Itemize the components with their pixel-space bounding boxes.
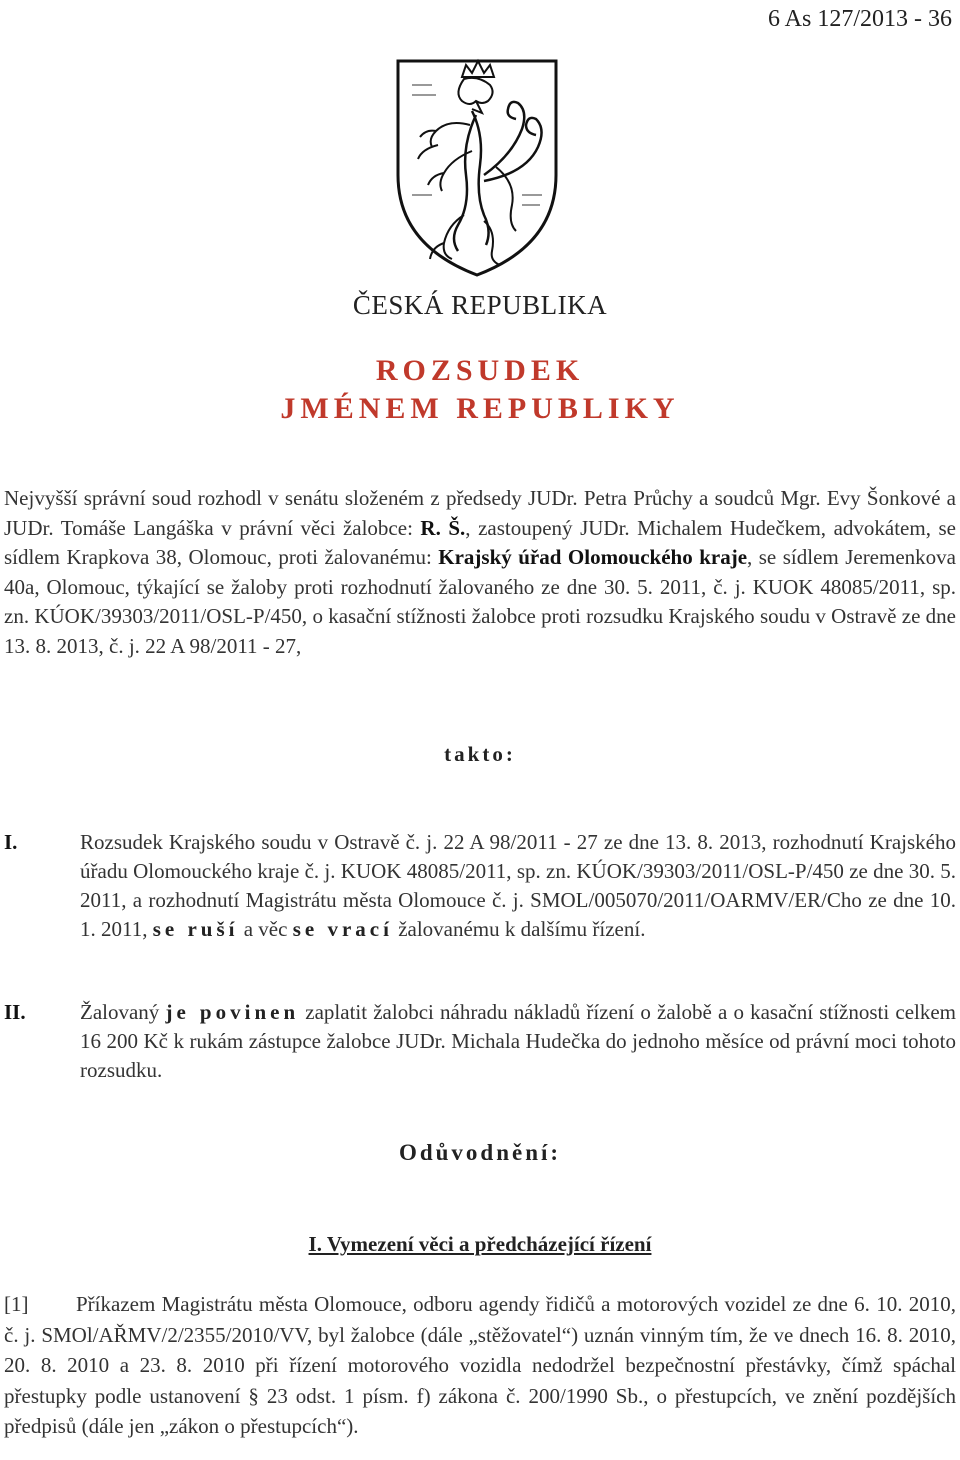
paragraph-number: [1] [4,1292,29,1316]
point-number: II. [4,1000,26,1024]
paragraph-text: Příkazem Magistrátu města Olomouce, odboru agendy řidičů a motorových vozidel ze dne 6. 10. 2010, č. j. SMOl/AŘMV/2/2355/2010/VV, byl žalobce (dále „stěžovatel“) uznán vinným tím, že ve dnech 16. 8. 2010, 20. 8. 2010 a 23. 8. 2010 při řízení motorového vozidla nedodržel bezpečnostní přestávky, čímž spáchal přestupky podle ustanovení § 23 odst. 1 písm. f) zákona č. 200/1990 Sb., o přestupcích, ve znění pozdějších předpisů (dále jen „zákon o přestupcích“). [4,1292,956,1438]
point-1-text-2: a věc [238,917,293,941]
point-1-spaced-2: se vrací [292,917,393,941]
intro-text-2: , zastoupený JUDr. Michalem Hudečkem, advokátem, se sídlem Krapkova 38, Olomouc, proti žalovanému: [4,515,956,569]
intro-text-1: Nejvyšší správní soud rozhodl v senátu složeném z předsedy JUDr. Petra Průchy a soudců Mgr. Evy Šonkové a JUDr. Tomáše Langáška v právní věci žalobce: [4,486,956,540]
paragraph-1 [4,1289,956,1442]
verdict-title [0,352,960,428]
verdict-point-2 [4,998,956,1085]
reasoning-heading: Odůvodnění: [398,1140,562,1165]
verdict-point-1 [4,828,956,944]
point-2-text-1: Žalovaný [80,1000,166,1024]
takto-heading: takto: [444,742,516,766]
intro-text-3: , se sídlem Jeremenkova 40a, Olomouc, týkající se žaloby proti rozhodnutí žalovaného ze dne 30. 5. 2011, č. j. KUOK 48085/2011, sp. zn. KÚOK/39303/2011/OSL-P/450, o kasační stížnosti žalobce proti rozsudku Krajského soudu v Ostravě ze dne 13. 8. 2013, č. j. 22 A 98/2011 - 27, [4,545,956,658]
point-1-spaced-1: se ruší [152,917,239,941]
point-1-text-1: Rozsudek Krajského soudu v Ostravě č. j. 22 A 98/2011 - 27 ze dne 13. 8. 2013, rozhodnutí Krajského úřadu Olomouckého kraje č. j. KUOK 48085/2011, sp. zn. KÚOK/39303/2011/OSL-P/450 ze dne 30. 5. 2011, a rozhodnutí Magistrátu města Olomouce č. j. SMOL/005070/2011/OARMV/ER/Cho ze dne 10. 1. 2011, [80,830,956,941]
point-number: I. [4,830,18,854]
point-2-spaced-1: je povinen [165,1000,300,1024]
intro-paragraph [4,484,956,661]
section-heading: I. Vymezení věci a předcházející řízení [308,1232,652,1256]
verdict-title-line-1: ROZSUDEK [375,354,585,387]
czech-coat-of-arms-lion-icon [392,55,562,281]
defendant-name: Krajský úřad Olomouckého kraje [438,545,748,569]
plaintiff-name: R. Š. [420,515,466,540]
verdict-title-line-2: JMÉNEM REPUBLIKY [280,392,680,425]
country-heading: ČESKÁ REPUBLIKA [352,290,608,320]
point-2-text-2: zaplatit žalobci náhradu nákladů řízení o žalobě a o kasační stížnosti celkem 16 200 Kč k rukám zástupce žalobce JUDr. Michala Hudečka do jednoho měsíce od právní moci tohoto rozsudku. [80,1000,957,1082]
point-1-text-3: žalovanému k dalšímu řízení. [392,917,646,941]
document-number: 6 As 127/2013 - 36 [767,6,952,32]
